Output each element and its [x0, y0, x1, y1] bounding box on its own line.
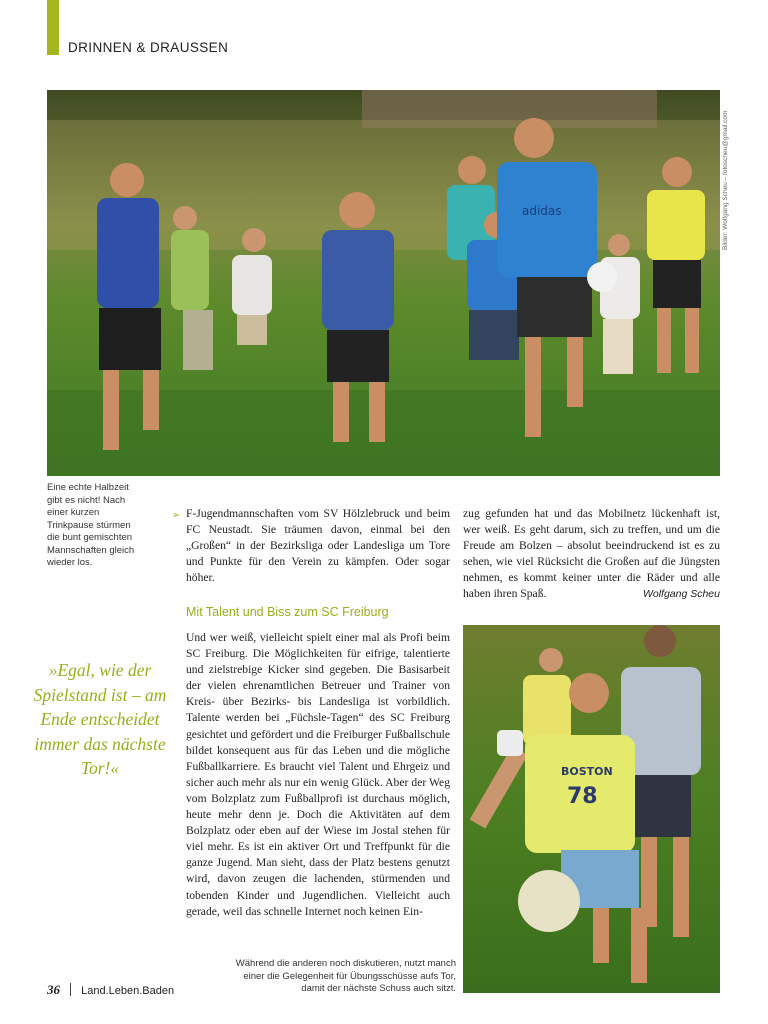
shirt-text: adidas — [522, 204, 562, 218]
article-paragraph-1: F-Jugendmannschaften vom SV Hölzlebruck und beim FC Neustadt. Sie träumen davon, einmal bei den „Großen“ in der Bezirksliga oder Landesliga um Tore und Punkte für den Verein zu kämpfen. Oder sogar höher. — [186, 507, 450, 585]
continuation-arrow-icon: ➢ — [172, 510, 181, 521]
article-paragraph-2: Und wer weiß, vielleicht spielt einer mal als Profi beim SC Freiburg. Die Möglichkeiten für eifrige, talentierte und zielstrebige Kicker sind gegeben. Die Basisarbeit der vielen ehrenamtlichen Betreuer und Trainer von Kreis- über Bezirks- bis Landesliga ist vorbildlich. Talente werden bei „Füchsle-Tagen“ des SC Freiburg gesichtet und gefördert und die Freiburger Fußballschule bildet konsequent aus für das Leben und die mögliche Fußballkarriere. Es braucht viel Talent und Ehrgeiz und sicher auch mehr als nur ein wenig Glück. Aber der Weg vom Bolzplatz zum Fußballprofi ist durchaus möglich, heute mehr denn je. Doch die Aktivitäten auf dem Bolzplatz oder eben auf der Wiese im Jostal stehen für viel mehr. Es ist ein aktiver Ort und Treffpunkt für die ganze Jugend. Man sieht, dass der Platz bestens genutzt wird, davon zeugen die lachenden, stürmenden und tobenden Kinder und Jugendlichen. Vielleicht auch gerade, weil das schnelle Internet noch keinen Ein- — [186, 631, 450, 918]
page-footer — [47, 982, 174, 998]
shirt-text-bottom: BOSTON — [561, 765, 613, 778]
article-paragraph-3: zug gefunden hat und das Mobilnetz lückenhaft ist, wer weiß. Es geht darum, sich zu treffen, und um die Freude am Bolzen – absolut beeindruckend ist es zu sehen, wie viel Rücksicht die Großen auf die Jüngsten nehmen, es kommt keiner unter die Räder und alle haben ihren Spaß. — [463, 507, 720, 601]
publication-name: Land.Leben.Baden — [81, 985, 175, 997]
article-author: Wolfgang Scheu — [642, 588, 720, 601]
article-subheading: Mit Talent und Biss zum SC Freiburg — [186, 605, 389, 619]
article-paragraph-3-block — [463, 506, 720, 603]
footer-divider — [70, 983, 71, 996]
photo-kids-running — [47, 90, 720, 476]
pull-quote: »Egal, wie der Spielstand ist – am Ende entscheidet immer das nächste Tor!« — [33, 660, 167, 778]
section-accent-bar — [47, 0, 59, 55]
section-label: DRINNEN & DRAUSSEN — [68, 40, 229, 55]
photo-boy-kicking-ball — [463, 625, 720, 993]
caption-top: Eine echte Halbzeit gibt es nicht! Nach einer kurzen Trinkpause stürmen die bunt gemischten Mannschaften gleich wieder los. — [47, 482, 135, 568]
photo-credit: Bilder: Wolfgang Scheu – fotoscheu@gmail.com — [722, 110, 729, 250]
shirt-number-bottom: 78 — [567, 784, 598, 809]
page-number: 36 — [47, 982, 60, 997]
caption-bottom: Während die anderen noch diskutieren, nutzt manch einer die Gelegenheit für Übungsschüsse aufs Tor, damit der nächste Schuss auch sitzt. — [235, 958, 456, 994]
